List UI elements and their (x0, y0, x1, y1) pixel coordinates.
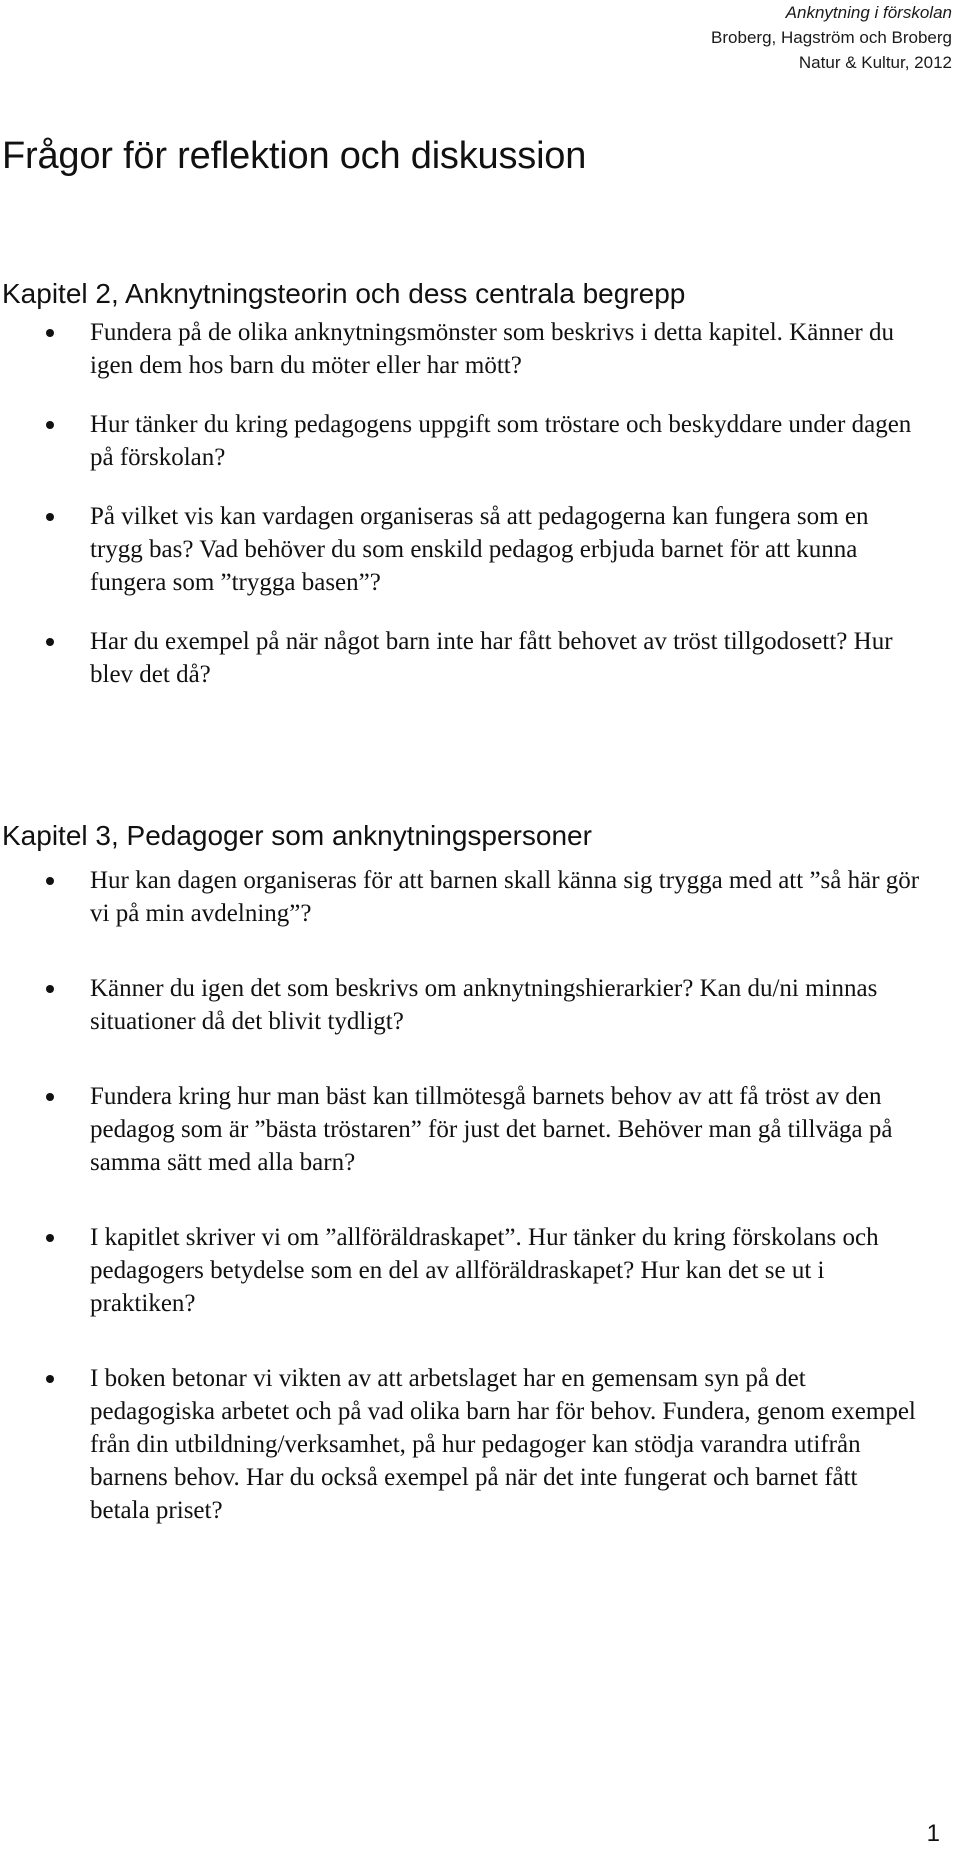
page-header (711, 0, 952, 75)
section-chapter-3 (0, 819, 960, 1569)
section-title: Kapitel 2, Anknytningsteorin och dess centrala begrepp (2, 278, 686, 309)
bullet-icon (46, 513, 54, 521)
bullet-icon (46, 1234, 54, 1242)
question-list (0, 316, 960, 691)
bullet-icon (46, 638, 54, 646)
bullet-icon (46, 877, 54, 885)
bullet-icon (46, 421, 54, 429)
question-list (0, 864, 960, 1527)
book-title: Anknytning i förskolan (785, 3, 952, 22)
list-item (0, 500, 960, 599)
question-text: Fundera kring hur man bäst kan tillmötesgå barnets behov av att få tröst av den pedagog som är ”bästa tröstaren” för just det barnet. Behöver man gå tillväga på samma sätt med alla barn? (90, 1083, 893, 1176)
list-item (0, 1362, 960, 1527)
question-text: Fundera på de olika anknytningsmönster som beskrivs i detta kapitel. Känner du igen dem hos barn du möter eller har mött? (90, 319, 894, 379)
bullet-icon (46, 1375, 54, 1383)
list-item (0, 1080, 960, 1179)
list-item (0, 316, 960, 382)
book-publisher: Natur & Kultur, 2012 (798, 53, 952, 72)
bullet-icon (46, 1093, 54, 1101)
question-text: Hur kan dagen organiseras för att barnen skall känna sig trygga med att ”så här gör vi på min avdelning”? (90, 867, 920, 927)
question-text: Har du exempel på när något barn inte har fått behovet av tröst tillgodosett? Hur blev det då? (90, 628, 893, 688)
bullet-icon (46, 329, 54, 337)
list-item (0, 972, 960, 1038)
list-item (0, 408, 960, 474)
page-title: Frågor för reflektion och diskussion (2, 135, 587, 177)
question-text: På vilket vis kan vardagen organiseras så att pedagogerna kan fungera som en trygg bas? Vad behöver du som enskild pedagog erbjuda barnet för att kunna fungera som ”trygga basen”? (90, 503, 869, 596)
section-chapter-2 (0, 277, 960, 717)
question-text: I boken betonar vi vikten av att arbetslaget har en gemensam syn på det pedagogiska arbetet och på vad olika barn har för behov. Fundera, genom exempel från din utbildning/verksamhet, på hur pedagoger kan stödja varandra utifrån barnens behov. Har du också exempel på när det inte fungerat och barnet fått betala priset? (90, 1365, 916, 1524)
list-item (0, 625, 960, 691)
list-item (0, 1221, 960, 1320)
section-title: Kapitel 3, Pedagoger som anknytningspersoner (2, 820, 592, 851)
question-text: I kapitlet skriver vi om ”allföräldraskapet”. Hur tänker du kring förskolans och pedagogers betydelse som en del av allföräldraskapet? Hur kan det se ut i praktiken? (90, 1224, 879, 1317)
book-authors: Broberg, Hagström och Broberg (711, 28, 952, 47)
list-item (0, 864, 960, 930)
question-text: Känner du igen det som beskrivs om anknytningshierarkier? Kan du/ni minnas situationer då det blivit tydligt? (90, 975, 878, 1035)
page-number: 1 (926, 1820, 940, 1847)
bullet-icon (46, 985, 54, 993)
question-text: Hur tänker du kring pedagogens uppgift som tröstare och beskyddare under dagen på förskolan? (90, 411, 912, 471)
